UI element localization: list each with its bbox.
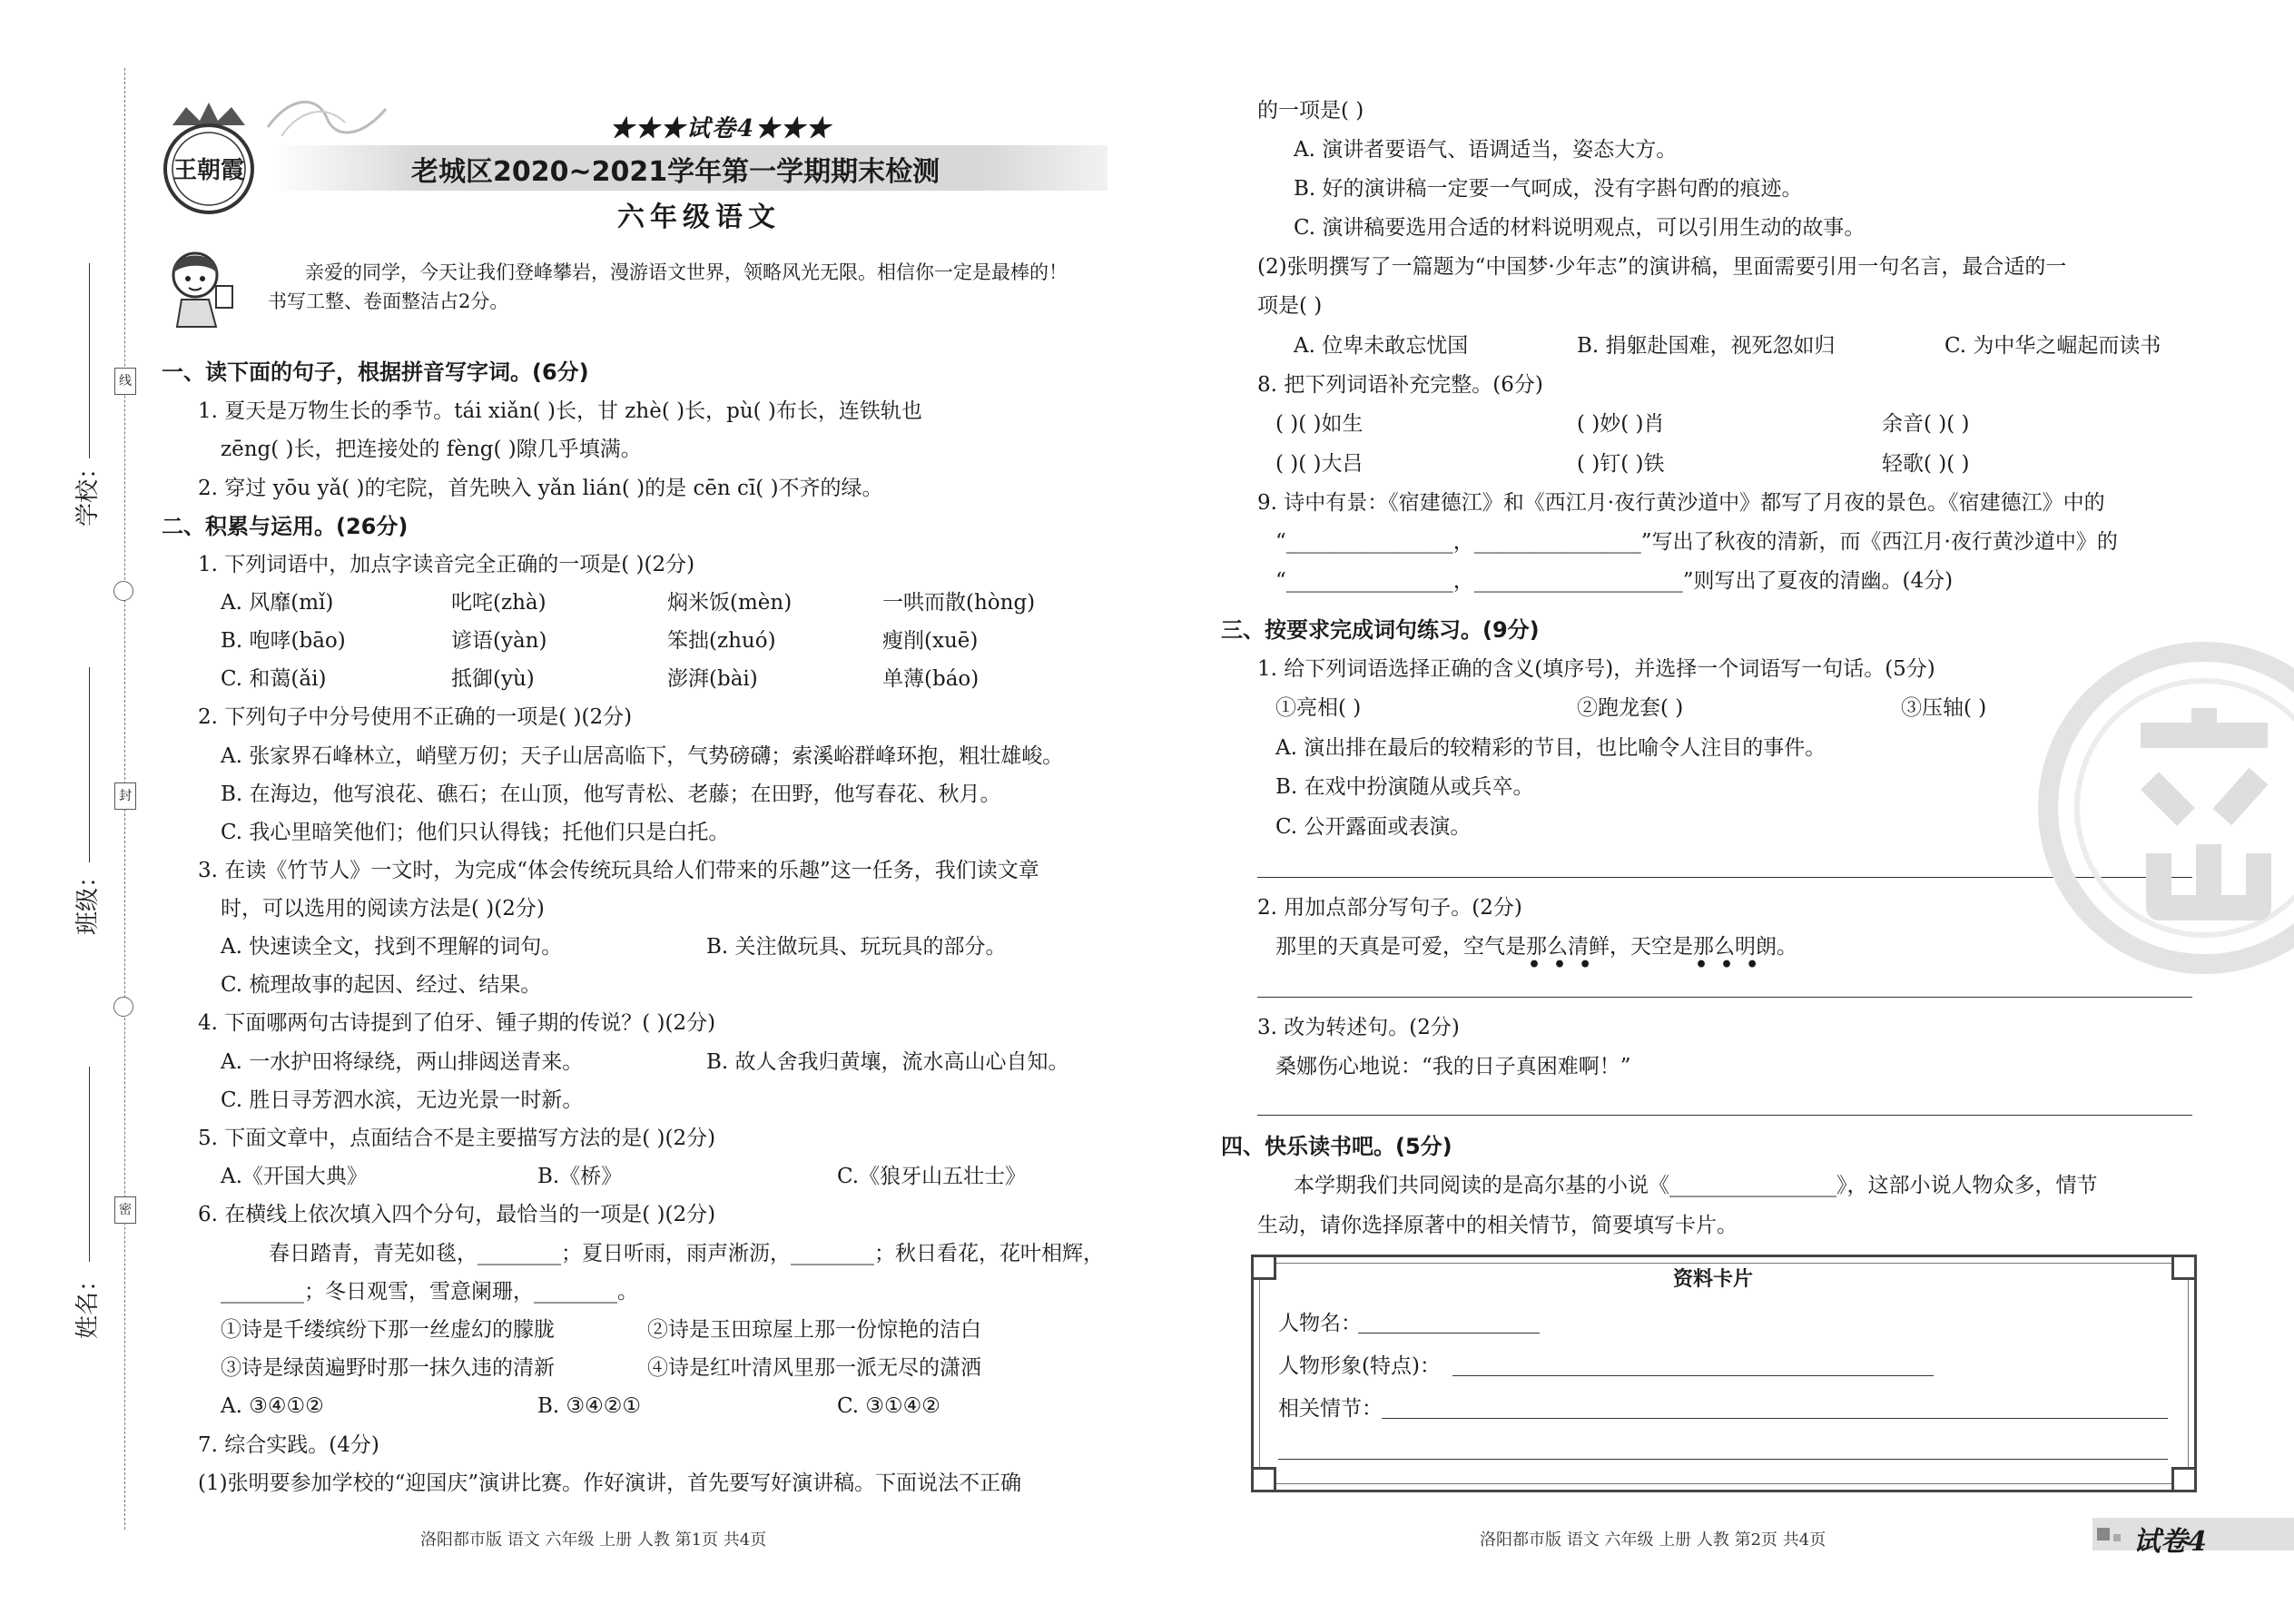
q2-option-b: B. 在海边，他写浪花、礁石；在山顶，他写青松、老藤；在田野，他写春花、秋月。 (221, 782, 1001, 806)
q7-option-a: A. 演讲者要语气、语调适当，姿态大方。 (1294, 138, 1678, 162)
q7-2-option: B. 捐躯赴国难，视死忽如归 (1577, 334, 1836, 358)
q6-option: A. ③④①② (221, 1394, 324, 1418)
q8-blank[interactable]: ( )妙( )肖 (1577, 412, 1665, 436)
q3-line1: 3. 在读《竹节人》一文时，为完成“体会传统玩具给人们带来的乐趣”这一任务，我们读文章 (198, 859, 1039, 882)
q8-stem: 8. 把下列词语补充完整。(6分) (1257, 373, 1543, 397)
q8-blank[interactable]: 轻歌( )( ) (1882, 452, 1970, 476)
q4-option-a: A. 一水护田将绿绕，两山排闼送青来。 (221, 1050, 584, 1074)
s3-q3-answer-line[interactable] (1257, 1115, 2192, 1116)
card-character-name-label: 人物名： (1278, 1312, 1362, 1335)
binding-mark-mi: 密 (114, 1196, 136, 1224)
school-field-line[interactable] (89, 263, 90, 458)
q3-option-b: B. 关注做玩具、玩玩具的部分。 (706, 935, 1007, 959)
card-plot-line[interactable] (1382, 1418, 2168, 1419)
q7-1-line1: (1)张明要参加学校的“迎国庆”演讲比赛。作好演讲，首先要写好演讲稿。下面说法不正确 (198, 1471, 1022, 1495)
q2-option-c: C. 我心里暗笑他们；他们只认得钱；托他们只是白托。 (221, 821, 730, 844)
q7-option-b: B. 好的演讲稿一定要一气呵成，没有字斟句酌的痕迹。 (1294, 177, 1803, 201)
emphasis-dots-1: ••• (1528, 953, 1605, 977)
q1-option: 谚语(yàn) (451, 629, 547, 653)
q8-blank[interactable]: ( )钉( )铁 (1577, 452, 1665, 476)
binding-strip (0, 0, 136, 1624)
class-label: 班级： (74, 863, 102, 935)
section-3-title: 三、按要求完成词句练习。(9分) (1221, 617, 1540, 643)
q9-line2[interactable]: “________________，________________”写出了秋夜的清新，而《西江月·夜行黄沙道中》的 (1275, 530, 2118, 554)
s1-q2: 2. 穿过 yōu yǎ( )的宅院，首先映入 yǎn lián( )的是 cēn cī( )不齐的绿。 (198, 477, 883, 500)
footer-paper-tag: 试卷4 (2133, 1526, 2207, 1558)
q2-option-a: A. 张家界石峰林立，峭壁万仞；天子山居高临下，气势磅礴；索溪峪群峰环抱，粗壮雄峻。 (221, 744, 1064, 768)
q4-option-b: B. 故人舍我归黄壤，流水高山心自知。 (706, 1050, 1069, 1074)
logo-emblem (154, 98, 263, 225)
s3-q1-meaning-c: C. 公开露面或表演。 (1275, 815, 1472, 839)
student-cartoon (154, 241, 245, 331)
q6-option: C. ③①④② (837, 1394, 940, 1418)
card-plot-line-2[interactable] (1278, 1459, 2168, 1460)
q1-option: C. 和蔼(ǎi) (221, 667, 327, 691)
s4-passage-2: 生动，请你选择原著中的相关情节，简要填写卡片。 (1257, 1214, 1738, 1237)
intro-text-2: 书写工整、卷面整洁占2分。 (268, 290, 509, 312)
q6-clause-2: ②诗是玉田琼屋上那一份惊艳的洁白 (647, 1318, 981, 1342)
q8-blank[interactable]: ( )( )大吕 (1275, 452, 1364, 476)
s1-q1-line1: 1. 夏天是万物生长的季节。tái xiǎn( )长，甘 zhè( )长，pù( )布长，连铁轨也 (198, 399, 922, 423)
footer-right: 洛阳都市版 语文 六年级 上册 人教 第2页 共4页 (1480, 1530, 1826, 1550)
footer-tag-squares (2097, 1528, 2110, 1540)
q7-title: 7. 综合实践。(4分) (198, 1433, 379, 1457)
name-field-line[interactable] (89, 1067, 90, 1262)
q9-line3[interactable]: “________________，____________________”则写出了夏夜的清幽。(4分) (1275, 569, 1954, 593)
card-character-name-line[interactable] (1358, 1333, 1540, 1334)
s1-q1-line2: zēng( )长，把连接处的 fèng( )隙几乎填满。 (221, 438, 642, 461)
logo-name: 王朝霞 (172, 157, 245, 184)
s3-q2-answer-line[interactable] (1257, 997, 2192, 998)
q1-option: 焖米饭(mèn) (667, 591, 793, 615)
q1-option: 笨拙(zhuó) (667, 629, 776, 653)
q1-stem: 1. 下列词语中，加点字读音完全正确的一项是( )(2分) (198, 553, 695, 576)
name-label: 姓名： (74, 1267, 102, 1339)
card-character-image-label: 人物形象(特点)： (1278, 1354, 1441, 1378)
q1-option: 叱咤(zhà) (451, 591, 546, 615)
section-2-title: 二、积累与运用。(26分) (162, 514, 409, 539)
binding-mark-xian: 线 (114, 368, 136, 395)
binding-circle-1 (113, 581, 133, 601)
q1-option: 瘦削(xuē) (882, 629, 979, 653)
s3-q1-meaning-a: A. 演出排在最后的较精彩的节目，也比喻令人注目的事件。 (1275, 736, 1826, 760)
q6-clause-3: ③诗是绿茵遍野时那一抹久违的清新 (221, 1356, 555, 1380)
q6-option: B. ③④②① (537, 1394, 642, 1418)
section-1-title: 一、读下面的句子，根据拼音写字词。(6分) (162, 359, 589, 385)
q1-option: A. 风靡(mǐ) (221, 591, 334, 615)
q6-stem: 6. 在横线上依次填入四个分句，最恰当的一项是( )(2分) (198, 1203, 716, 1226)
q1-option: B. 咆哮(bāo) (221, 629, 346, 653)
s3-q3-sentence: 桑娜伤心地说：“我的日子真困难啊！” (1275, 1055, 1631, 1078)
q5-stem: 5. 下面文章中，点面结合不是主要描写方法的是( )(2分) (198, 1127, 716, 1150)
card-corner (2171, 1467, 2197, 1492)
card-corner (1251, 1467, 1276, 1492)
card-corner (1251, 1255, 1276, 1280)
s3-q1-word[interactable]: ③压轴( ) (1901, 696, 1987, 720)
footer-left: 洛阳都市版 语文 六年级 上册 人教 第1页 共4页 (420, 1530, 767, 1550)
q5-option: B.《桥》 (537, 1165, 623, 1188)
section-4-title: 四、快乐读书吧。(5分) (1221, 1134, 1452, 1159)
seal-watermark (2023, 626, 2294, 989)
q8-blank[interactable]: 余音( )( ) (1882, 412, 1970, 436)
q5-option: A.《开国大典》 (221, 1165, 368, 1188)
q4-option-c: C. 胜日寻芳泗水滨，无边光景一时新。 (221, 1088, 584, 1112)
q4-stem: 4. 下面哪两句古诗提到了伯牙、锺子期的传说？( )(2分) (198, 1011, 716, 1035)
q2-stem: 2. 下列句子中分号使用不正确的一项是( )(2分) (198, 705, 633, 729)
class-field-line[interactable] (89, 667, 90, 862)
q5-option: C.《狼牙山五壮士》 (837, 1165, 1027, 1188)
intro-text: 亲爱的同学，今天让我们登峰攀岩，漫游语文世界，领略风光无限。相信你一定是最棒的！ (305, 261, 1068, 283)
q6-passage-2: ________；冬日观雪，雪意阑珊，________。 (221, 1280, 638, 1304)
s3-q3: 3. 改为转述句。(2分) (1257, 1016, 1460, 1039)
q1-option: 单薄(báo) (882, 667, 980, 691)
exam-title: 老城区2020~2021学年第一学期期末检测 (411, 156, 940, 188)
card-corner (2171, 1255, 2197, 1280)
q7-1-line2: 的一项是( ) (1257, 99, 1364, 123)
q9-line1: 9. 诗中有景：《宿建德江》和《西江月·夜行黄沙道中》都写了月夜的景色。《宿建德江》中的 (1257, 491, 2105, 515)
s3-q2-sentence: 那里的天真是可爱，空气是那么清鲜，天空是那么明朗。 (1275, 935, 1797, 959)
q7-2-line1: (2)张明撰写了一篇题为“中国梦·少年志”的演讲稿，里面需要引用一句名言，最合适的一 (1257, 255, 2067, 279)
s3-q1-meaning-b: B. 在戏中扮演随从或兵卒。 (1275, 775, 1534, 799)
q6-clause-4: ④诗是红叶清风里那一派无尽的潇洒 (647, 1356, 981, 1380)
q1-option: 抵御(yù) (451, 667, 535, 691)
q3-line2: 时，可以选用的阅读方法是( )(2分) (221, 897, 545, 920)
emphasis-dots-2: ••• (1695, 953, 1772, 977)
s3-q1-word[interactable]: ①亮相( ) (1275, 696, 1362, 720)
q7-2-option: C. 为中华之崛起而读书 (1944, 334, 2161, 358)
card-title: 资料卡片 (1673, 1268, 1754, 1291)
s3-q1: 1. 给下列词语选择正确的含义(填序号)，并选择一个词语写一句话。(5分) (1257, 657, 1935, 681)
paper-tag: ★★★试卷4★★★ (610, 115, 832, 143)
s4-passage-1: 本学期我们共同阅读的是高尔基的小说《________________》，这部小说人物众多，情节 (1294, 1174, 2098, 1197)
q7-2-line2: 项是( ) (1257, 294, 1323, 318)
exam-subtitle: 六年级语文 (617, 202, 781, 233)
footer-tag-squares-2 (2113, 1534, 2121, 1541)
ribbon-decoration (263, 91, 390, 145)
q8-blank[interactable]: ( )( )如生 (1275, 412, 1364, 436)
binding-mark-feng: 封 (114, 782, 136, 810)
q6-passage-1: 春日踏青，青芜如毯，________；夏日听雨，雨声淅沥，________；秋日看花，花叶相辉， (269, 1242, 1104, 1265)
q3-option-c: C. 梳理故事的起因、经过、结果。 (221, 973, 542, 997)
s3-q1-word[interactable]: ②跑龙套( ) (1577, 696, 1684, 720)
card-character-image-line[interactable] (1452, 1375, 1934, 1376)
q6-clause-1: ①诗是千缕缤纷下那一丝虚幻的朦胧 (221, 1318, 555, 1342)
q7-option-c: C. 演讲稿要选用合适的材料说明观点，可以引用生动的故事。 (1294, 216, 1866, 240)
binding-circle-2 (113, 997, 133, 1017)
q7-2-option: A. 位卑未敢忘忧国 (1294, 334, 1469, 358)
s3-q2: 2. 用加点部分写句子。(2分) (1257, 896, 1522, 920)
school-label: 学校： (74, 455, 102, 527)
card-plot-label: 相关情节： (1278, 1397, 1383, 1421)
q3-option-a: A. 快速读全文，找到不理解的词句。 (221, 935, 563, 959)
q1-option: 澎湃(bài) (667, 667, 758, 691)
q1-option: 一哄而散(hòng) (882, 591, 1036, 615)
